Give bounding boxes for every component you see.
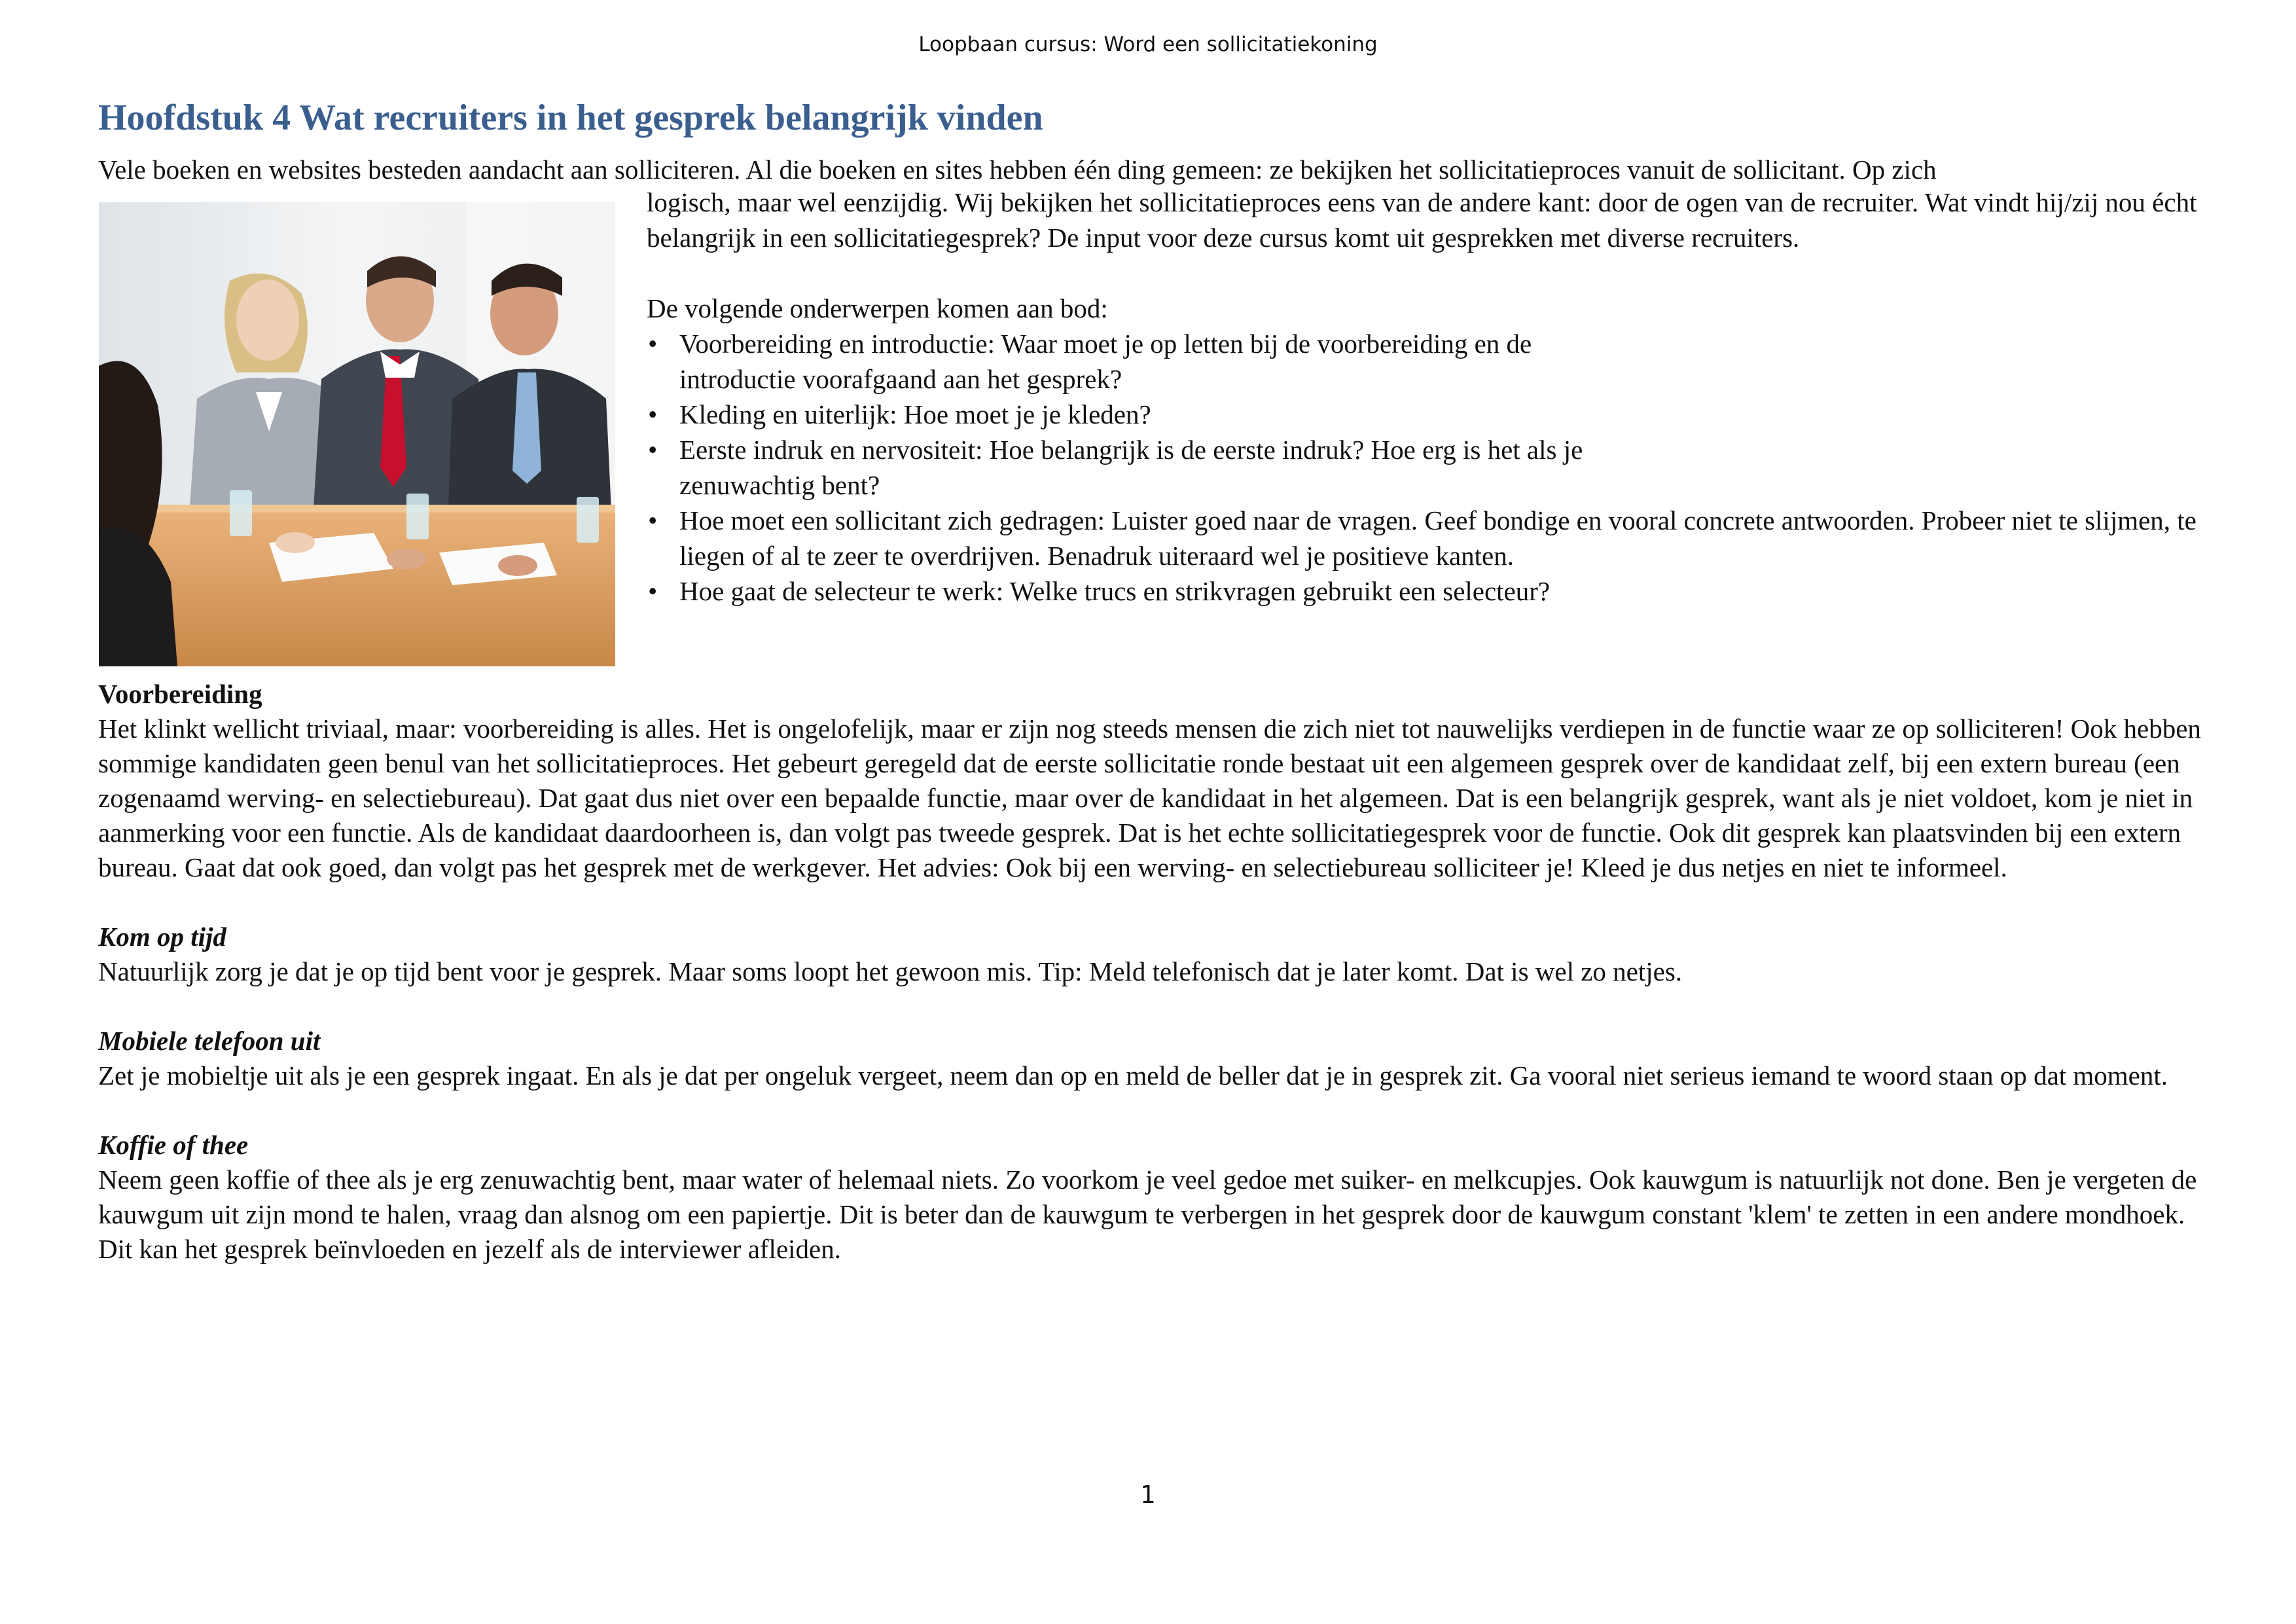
list-item: • Voorbereiding en introductie: Waar moet je op letten bij de voorbereiding en de introductie voorafgaand aan het gesprek? [647, 326, 1596, 397]
body-content [98, 677, 2225, 1267]
topics-intro: De volgende onderwerpen komen aan bod: [647, 293, 1108, 323]
list-item: • Kleding en uiterlijk: Hoe moet je je kleden? [647, 397, 2211, 432]
page-title: Hoofdstuk 4 Wat recruiters in het gesprek belangrijk vinden [98, 98, 1043, 138]
list-item: • Hoe moet een sollicitant zich gedragen: Luister goed naar de vragen. Geef bondige en vooral concrete antwoorden. Probeer niet te slijmen, te liegen of al te zeer te overdrijven. Benadruk uiteraard wel je positieve kanten. [647, 503, 2211, 573]
section-heading-voorbereiding: Voorbereiding [98, 679, 262, 709]
section-heading-mobiele-telefoon: Mobiele telefoon uit [98, 1026, 321, 1056]
section-text-voorbereiding: Het klinkt wellicht triviaal, maar: voorbereiding is alles. Het is ongelofelijk, maar er zijn nog steeds mensen die zich niet tot nauwelijks verdiepen in de functie waar ze op solliciteren! Ook hebben sommige kandidaten geen benul van het sollicitatieproces. Het gebeurt geregeld dat de eerste sollicitatie ronde bestaat uit een algemeen gesprek over de kandidaat zelf, bij een extern bureau (een zogenaamd werving- en selectiebureau). Dat gaat dus niet over een bepaalde functie, maar over de kandidaat in het algemeen. Dat is een belangrijk gesprek, want als je niet voldoet, kom je niet in aanmerking voor een functie. Als de kandidaat daardoorheen is, dan volgt pas tweede gesprek. Dat is het echte sollicitatiegesprek voor de functie. Ook dit gesprek kan plaatsvinden bij een extern bureau. Gaat dat ook goed, dan volgt pas het gesprek met de werkgever. Het advies: Ook bij een werving- en selectiebureau solliciteer je! Kleed je dus netjes en niet te informeel. [98, 713, 2201, 882]
page-header: Loopbaan cursus: Word een sollicitatiekoning [918, 33, 1378, 56]
intro-paragraph: logisch, maar wel eenzijdig. Wij bekijken het sollicitatieproces eens van de andere kant: door de ogen van de recruiter. Wat vindt hij/zij nou écht belangrijk in een sollicitatiegesprek? De input voor deze cursus komt uit gesprekken met diverse recruiters. [647, 187, 2197, 253]
page-number: 1 [1140, 1481, 1156, 1509]
intro-first-line: Vele boeken en websites besteden aandacht aan solliciteren. Al die boeken en sites hebben één ding gemeen: ze bekijken het sollicitatieproces vanuit de sollicitant. Op zich [98, 154, 1937, 185]
topics-list [647, 326, 2211, 609]
section-heading-kom-op-tijd: Kom op tijd [98, 922, 226, 952]
list-item: • Eerste indruk en nervositeit: Hoe belangrijk is de eerste indruk? Hoe erg is het als je zenuwachtig bent? [647, 432, 1596, 503]
section-text-kom-op-tijd: Natuurlijk zorg je dat je op tijd bent voor je gesprek. Maar soms loopt het gewoon mis. Tip: Meld telefonisch dat je later komt. Dat is wel zo netjes. [98, 956, 1683, 986]
section-heading-koffie-of-thee: Koffie of thee [98, 1130, 249, 1160]
interview-panel-photo [99, 202, 615, 666]
section-text-mobiele-telefoon: Zet je mobieltje uit als je een gesprek ingaat. En als je dat per ongeluk vergeet, neem dan op en meld de beller dat je in gesprek zit. Ga vooral niet serieus iemand te woord staan op dat moment. [98, 1060, 2168, 1091]
list-item: • Hoe gaat de selecteur te werk: Welke trucs en strikvragen gebruikt een selecteur? [647, 573, 2211, 609]
intro-right-column [647, 185, 2211, 609]
section-text-koffie-of-thee: Neem geen koffie of thee als je erg zenuwachtig bent, maar water of helemaal niets. Zo voorkom je veel gedoe met suiker- en melkcupjes. Ook kauwgum is natuurlijk not done. Ben je vergeten de kauwgum uit zijn mond te halen, vraag dan alsnog om een papiertje. Dit is beter dan de kauwgum te verbergen in het gesprek door de kauwgum constant 'klem' te zetten in een andere mondhoek. Dit kan het gesprek beïnvloeden en jezelf als de interviewer afleiden. [98, 1164, 2197, 1264]
